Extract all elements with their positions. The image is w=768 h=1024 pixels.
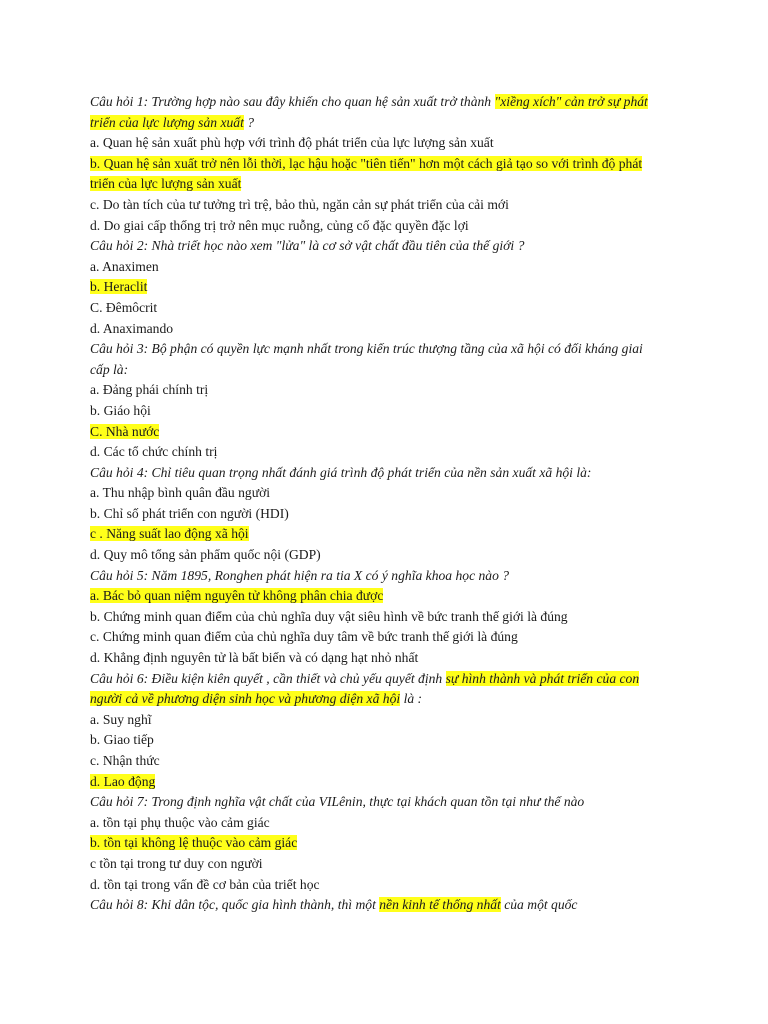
answer-option: [90, 483, 650, 504]
answer-option-correct: [90, 772, 650, 793]
answer-option-correct: [90, 833, 650, 854]
question-fragment: là :: [400, 691, 423, 707]
question-fragment: Câu hỏi 8: Khi dân tộc, quốc gia hình thành, thì một: [90, 897, 380, 913]
answer-option-correct: [90, 277, 650, 298]
answer-option: [90, 607, 650, 628]
answer-option-correct: [90, 524, 650, 545]
quiz-document: [90, 92, 650, 916]
answer-option-label: a. Thu nhập bình quân đầu người: [90, 485, 271, 501]
question-text: [90, 669, 650, 710]
answer-option: [90, 854, 650, 875]
answer-option: [90, 298, 650, 319]
answer-option-label: c. Nhận thức: [90, 753, 160, 768]
question-fragment: ?: [243, 114, 255, 130]
answer-option: [90, 730, 650, 751]
answer-option: [90, 875, 650, 896]
answer-option-label: d. Quy mô tổng sản phẩm quốc nội (GDP): [90, 547, 321, 563]
question-fragment: Câu hỏi 1: Trường hợp nào sau đây khiến cho quan hệ sản xuất trở thành: [90, 94, 495, 109]
answer-option-label: b. Chỉ số phát triển con người (HDI): [90, 505, 289, 521]
question-fragment: của một quốc: [500, 897, 578, 913]
highlighted-phrase: "xiềng xích" cản trở sự phát triển của lực lượng sản xuất: [90, 94, 648, 130]
question-fragment: Câu hỏi 6: Điều kiện kiên quyết , cần thiết và chủ yếu quyết định: [90, 670, 446, 686]
answer-option-label: b. Giao tiếp: [90, 732, 154, 748]
question-fragment: Câu hỏi 3: Bộ phận có quyền lực mạnh nhất trong kiến trúc thượng tầng của xã hội có đối kháng giai cấp là:: [90, 341, 643, 377]
question-text: [90, 895, 650, 916]
answer-option-label: d. Do giai cấp thống trị trở nên mục ruỗng, củng cố đặc quyền đặc lợi: [90, 217, 469, 233]
answer-option-label: b. Giáo hội: [90, 402, 151, 418]
question-text: [90, 792, 650, 813]
answer-option: [90, 216, 650, 237]
answer-option-label: b. Chứng minh quan điểm của chủ nghĩa duy vật siêu hình về bức tranh thế giới là đúng: [90, 608, 568, 624]
highlighted-phrase: sự hình thành và phát triển của con người cả về phương diện sinh học và phương diện xã hội: [90, 670, 640, 707]
question-fragment: Câu hỏi 2: Nhà triết học nào xem "lửa" là cơ sở vật chất đầu tiên của thế giới ?: [90, 238, 525, 254]
answer-option: [90, 319, 650, 340]
question-text: [90, 566, 650, 587]
answer-option-label: a. Anaximen: [90, 258, 159, 274]
answer-option: [90, 442, 650, 463]
answer-option-correct: [90, 586, 650, 607]
answer-option: [90, 401, 650, 422]
answer-option-label: c . Năng suất lao động xã hội: [90, 526, 249, 542]
answer-option-label: a. Suy nghĩ: [90, 711, 152, 727]
answer-option: [90, 195, 650, 216]
question-fragment: Câu hỏi 7: Trong định nghĩa vật chất của VILênin, thực tại khách quan tồn tại như thế nào: [90, 794, 585, 810]
question-text: [90, 92, 650, 133]
answer-option-label: a. tồn tại phụ thuộc vào cảm giác: [90, 814, 270, 830]
answer-option-label: c tồn tại trong tư duy con người: [90, 855, 263, 871]
answer-option-correct: [90, 154, 650, 195]
answer-option: [90, 504, 650, 525]
answer-option-label: b. tồn tại không lệ thuộc vào cảm giác: [90, 835, 298, 851]
answer-option-label: a. Quan hệ sản xuất phù hợp với trình độ phát triển của lực lượng sản xuất: [90, 135, 494, 151]
highlighted-phrase: nền kinh tế thống nhất: [379, 897, 501, 913]
answer-option-label: b. Heraclit: [90, 279, 148, 295]
question-text: [90, 463, 650, 484]
answer-option: [90, 627, 650, 648]
answer-option-label: a. Đảng phái chính trị: [90, 382, 209, 398]
answer-option: [90, 257, 650, 278]
answer-option-label: a. Bác bỏ quan niệm nguyên tử không phân chia được: [90, 588, 384, 604]
answer-option-label: c. Do tàn tích của tư tưởng trì trệ, bảo thủ, ngăn cản sự phát triển của cải mới: [90, 196, 509, 212]
answer-option: [90, 813, 650, 834]
answer-option-label: d. tồn tại trong vấn đề cơ bản của triết học: [90, 876, 320, 892]
question-text: [90, 339, 650, 380]
answer-option: [90, 648, 650, 669]
answer-option-label: C. Nhà nước: [90, 423, 160, 439]
answer-option-correct: [90, 422, 650, 443]
answer-option: [90, 751, 650, 772]
answer-option-label: d. Các tổ chức chính trị: [90, 444, 218, 460]
question-fragment: Câu hỏi 4: Chỉ tiêu quan trọng nhất đánh giá trình độ phát triển của nền sản xuất xã hội là:: [90, 464, 592, 480]
answer-option-label: C. Đêmôcrit: [90, 299, 158, 315]
answer-option-label: d. Lao động: [90, 773, 156, 789]
answer-option: [90, 380, 650, 401]
question-fragment: Câu hỏi 5: Năm 1895, Ronghen phát hiện ra tia X có ý nghĩa khoa học nào ?: [90, 567, 510, 583]
answer-option-label: b. Quan hệ sản xuất trở nên lỗi thời, lạc hậu hoặc "tiên tiến" hơn một cách giả tạo so với trình độ phát triển của lực lượng sản xuất: [90, 155, 643, 192]
answer-option: [90, 545, 650, 566]
answer-option-label: d. Khẳng định nguyên tử là bất biến và có dạng hạt nhỏ nhất: [90, 650, 419, 666]
answer-option: [90, 710, 650, 731]
answer-option: [90, 133, 650, 154]
answer-option-label: d. Anaximando: [90, 320, 174, 336]
answer-option-label: c. Chứng minh quan điểm của chủ nghĩa duy tâm về bức tranh thế giới là đúng: [90, 629, 518, 645]
question-text: [90, 236, 650, 257]
